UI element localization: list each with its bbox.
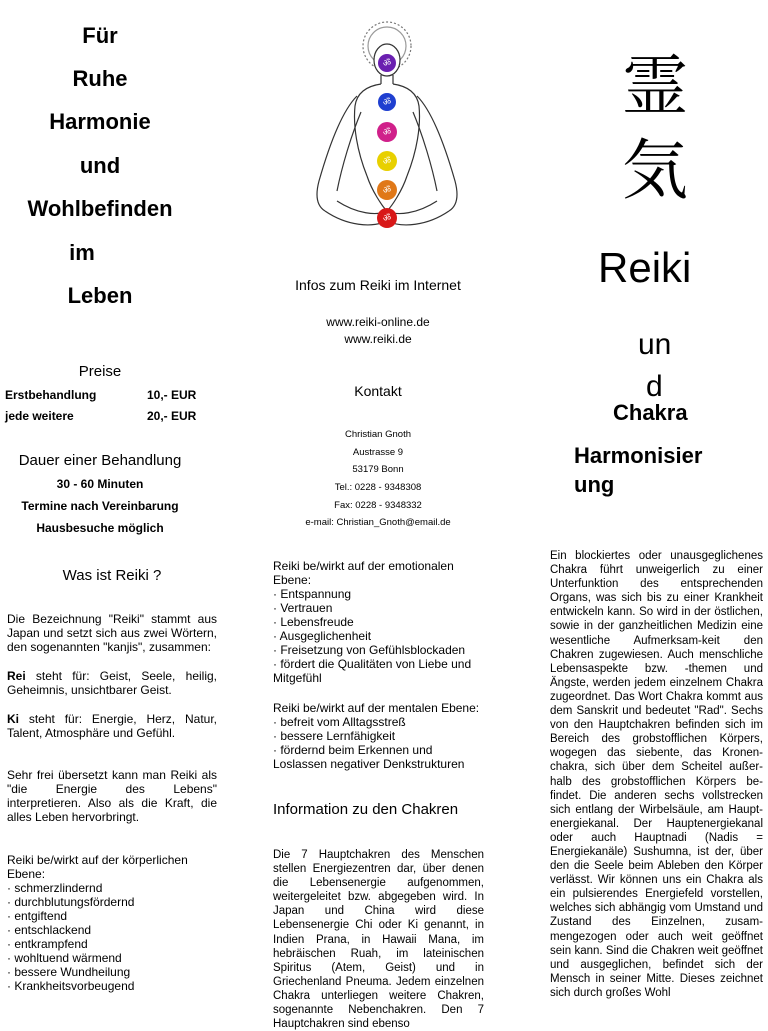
rei-text: steht für: Geist, Seele, heilig, Geheimnis, unsichtbarer Geist. <box>7 669 217 697</box>
duration-line: Hausbesuche möglich <box>36 521 164 535</box>
mental-effects-list <box>273 701 485 771</box>
svg-text:ॐ: ॐ <box>382 128 392 138</box>
slogan-line: Leben <box>67 283 133 308</box>
link-reiki[interactable]: www.reiki.de <box>344 332 412 346</box>
slogan-line: Für <box>82 23 118 48</box>
list-item: · befreit vom Alltagsstreß <box>273 715 406 729</box>
contact-street: Austrasse 9 <box>352 447 404 458</box>
list-item: · fördert die Qualitäten von Liebe und Mitgefühl <box>273 657 472 685</box>
list-item: · bessere Wundheilung <box>7 965 131 979</box>
title-und-part-2: d <box>646 370 663 403</box>
chakra-info-heading: Information zu den Chakren <box>273 801 459 818</box>
price-label: jede weitere <box>5 409 74 423</box>
reiki-translation: Sehr frei übersetzt kann man Reiki als "die Energie des Lebens" interpretieren. Also als die Kraft, die alles Leben hervorbringt. <box>7 768 217 824</box>
list-item: · Lebensfreude <box>273 615 354 629</box>
list-heading: Reiki be/wirkt auf der mentalen Ebene: <box>273 701 480 715</box>
physical-effects-list <box>7 853 217 993</box>
left-panel <box>0 0 228 1024</box>
list-item: · wohltuend wärmend <box>7 951 122 965</box>
contact-fax: Fax: 0228 - 9348332 <box>334 500 422 511</box>
reiki-intro: Die Bezeichnung "Reiki" stammt aus Japan und setzt sich aus zwei Wörtern, den sogenannten "kanjis", zusammen: <box>7 612 217 654</box>
contact-email[interactable]: e-mail: Christian_Gnoth@email.de <box>305 517 451 528</box>
duration-line: 30 - 60 Minuten <box>56 477 144 491</box>
list-item: · Entspannung <box>273 587 352 601</box>
duration-line: Termine nach Vereinbarung <box>21 499 179 513</box>
svg-text:ॐ: ॐ <box>382 186 392 196</box>
what-is-reiki-heading: Was ist Reiki ? <box>62 567 162 584</box>
list-item: · bessere Lernfähigkeit <box>273 729 396 743</box>
list-item: · schmerzlindernd <box>7 881 103 895</box>
contact-city: 53179 Bonn <box>352 464 404 475</box>
kanji-ki: 気 <box>622 132 688 209</box>
slogan-line: Wohlbefinden <box>27 196 173 221</box>
slogan-line: im <box>69 240 95 265</box>
list-item: · Vertrauen <box>273 601 333 615</box>
title-und-part-1: un <box>638 328 672 361</box>
rei-term: Rei <box>7 669 26 683</box>
contact-name: Christian Gnoth <box>344 429 411 440</box>
list-item: · entgiftend <box>7 909 68 923</box>
list-item: · durchblutungsfördernd <box>7 895 135 909</box>
ki-term: Ki <box>7 712 19 726</box>
list-item: · Freisetzung von Gefühlsblockaden <box>273 643 466 657</box>
svg-text:ॐ: ॐ <box>382 157 392 167</box>
ki-text: steht für: Energie, Herz, Natur, Talent, Atmosphäre und Gefühl. <box>7 712 217 740</box>
emotional-effects-list <box>273 559 485 685</box>
kanji-rei: 霊 <box>622 48 688 125</box>
rei-definition <box>7 669 217 697</box>
svg-text:ॐ: ॐ <box>382 98 392 108</box>
slogan-line: Harmonie <box>49 109 151 134</box>
slogan-line: und <box>79 153 121 178</box>
prices-heading: Preise <box>78 363 122 380</box>
price-value: 10,- EUR <box>147 388 197 402</box>
list-item: · Krankheitsvorbeugend <box>7 979 135 993</box>
chakra-title-part-2: Harmonisier <box>574 443 703 468</box>
price-value: 20,- EUR <box>147 409 197 423</box>
middle-panel <box>262 0 494 1031</box>
right-panel <box>542 0 768 1024</box>
svg-text:ॐ: ॐ <box>382 214 392 224</box>
internet-heading: Infos zum Reiki im Internet <box>295 277 461 293</box>
price-label: Erstbehandlung <box>5 388 97 402</box>
reiki-title: Reiki <box>598 244 692 291</box>
list-item: · entkrampfend <box>7 937 88 951</box>
chakra-description-text: Ein blockiertes oder unausgeglichenes Chakra führt unweigerlich zu einer Unterfunktion des entsprechenden Organs, was sich bis zu einer Krankheit entwickeln kann. So wird in der östlichen, sowie in der ganzheitlichen Medizin eine wesentliche Aufmerksam-keit den Chakren zugewiesen. Auch menschliche Lebensaspekte bzw. -themen und Ängste, werden jedem einzelnem Chakra zugeordnet. Das Wort Chakra kommt aus dem Sanskrit und bedeutet "Rad". Sechs von den Hauptchakren befinden sich im Bereich des grobstofflichen Körpers, wogegen das siebente, das Kronen-chakra, sich über dem Scheitel außer-halb des grobstofflichen Körpers be-findet. Die anderen sechs vollstrecken sich entlang der Wirbelsäule, am Haupt-energiekanal. Der Hauptenergiekanal oder auch Hauptnadi (Nadis = Energiekanäle) Sushumna, ist der, über den die Seele beim Ableben den Körper verlässt. Wir können uns ein Chakra als ein pulsierendes Energiefeld vorstellen, welches sich abhängig vom Umstand und Zustand des Einzelnen, zusam-mengezogen oder auch weit geöffnet sein kann. Sind die Chakren weit geöffnet und ausgeglichen, befindet sich der Mensch in seiner Mitte. Dieses zeichnet sich durch großes Wohl <box>550 550 763 999</box>
list-item: · entschlackend <box>7 923 92 937</box>
ki-definition <box>7 712 217 740</box>
svg-text:ॐ: ॐ <box>382 59 392 69</box>
chakra-info-text: Die 7 Hauptchakren des Menschen stellen Energiezentren dar, über denen die Lebensenergie aufgenommen, weitergeleitet bzw. abgegeben wird. In Japan und China wird diese Lebensenergie Chi oder Ki genannt, in Indien Prana, in Hawaii Mana, im hebräischen Ruah, im lateinischen Spiritus (Atem, Geist) und in Griechenland Pneuma. Jedem einzelnen Chakra unterliegen weitere Chakren, sogenannte Nebenchakren. Den 7 Hauptchakren sind ebenso <box>273 849 484 1031</box>
chakra-title-part-1: Chakra <box>613 400 688 425</box>
chakra-title-part-3: ung <box>574 472 615 497</box>
contact-phone: Tel.: 0228 - 9348308 <box>334 482 422 493</box>
list-item: · Ausgeglichenheit <box>273 629 372 643</box>
contact-heading: Kontakt <box>354 383 402 399</box>
list-item: · fördernd beim Erkennen und Loslassen negativer Denkstrukturen <box>273 743 465 771</box>
duration-heading: Dauer einer Behandlung <box>18 452 182 469</box>
list-heading: Reiki be/wirkt auf der emotionalen Ebene: <box>273 559 454 587</box>
link-reiki-online[interactable]: www.reiki-online.de <box>326 315 430 329</box>
meditating-figure-illustration <box>297 16 477 236</box>
slogan-line: Ruhe <box>72 66 128 91</box>
list-heading: Reiki be/wirkt auf der körperlichen Ebene: <box>7 853 188 881</box>
